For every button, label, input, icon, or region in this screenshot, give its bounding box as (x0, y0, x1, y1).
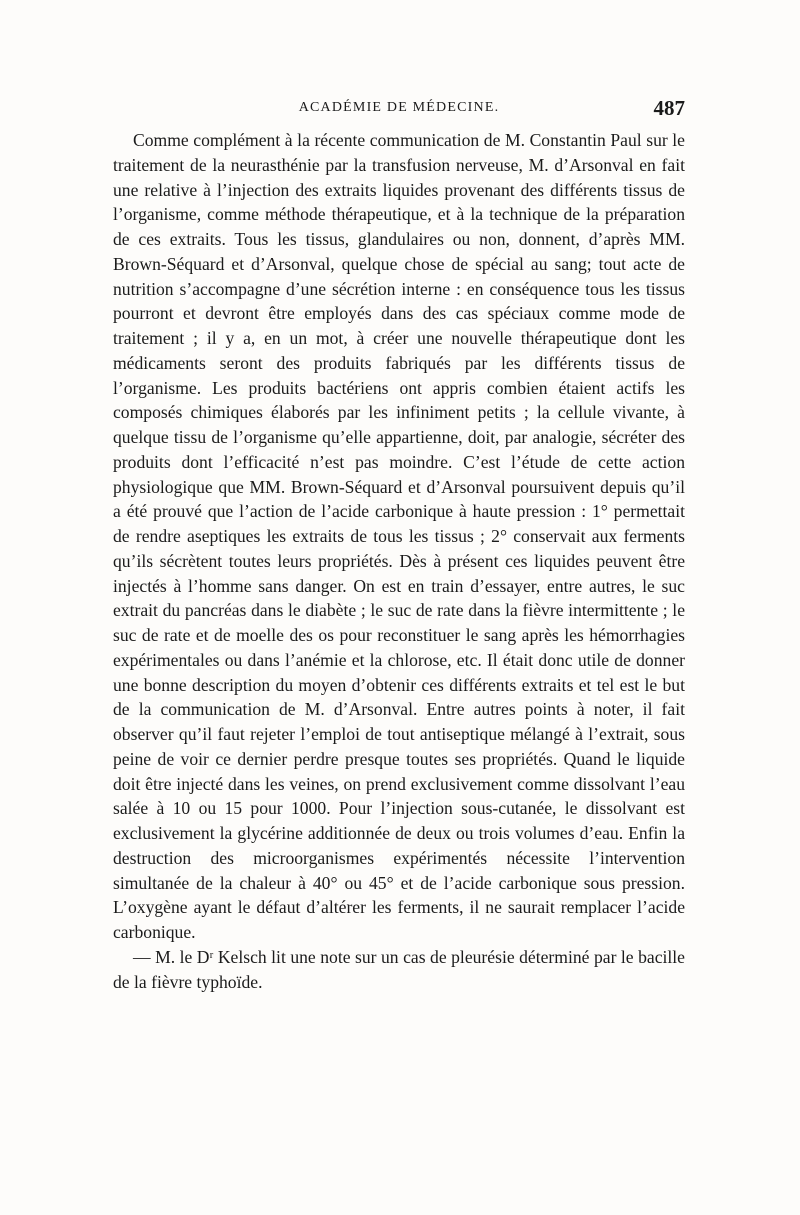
body-text (113, 128, 685, 994)
page-number: 487 (653, 96, 685, 120)
running-title: ACADÉMIE DE MÉDECINE. (298, 100, 500, 115)
paragraph-kelsch-note: — M. le Dʳ Kelsch lit une note sur un cas de pleurésie déterminé par le bacille de la fièvre typhoïde. (113, 946, 685, 992)
page-header (113, 96, 685, 124)
paragraph-darsonval-communication: Comme complément à la récente communication de M. Constantin Paul sur le traitement de la neurasthénie par la transfusion nerveuse, M. d’Arsonval en fait une relative à l’injection des extraits liquides provenant des différents tissus de l’organisme, comme méthode thérapeutique, et à la technique de la préparation de ces extraits. Tous les tissus, glandulaires ou non, donnent, d’après MM. Brown-Séquard et d’Arsonval, quelque chose de spécial au sang; tout acte de nutrition s’accompagne d’une sécrétion interne : en conséquence tous les tissus pourront et devront être employés dans des cas spéciaux comme mode de traitement ; il y a, en un mot, à créer une nouvelle thérapeutique dont les médicaments seront des produits fabriqués par les différents tissus de l’organisme. Les produits bactériens ont appris combien étaient actifs les composés chimiques élaborés par les infiniment petits ; la cellule vivante, à quelque tissu de l’organisme qu’elle appartienne, doit, par analogie, sécréter des produits dont l’efficacité n’est pas moindre. C’est l’étude de cette action physiologique que MM. Brown-Séquard et d’Arsonval poursuivent depuis qu’il a été prouvé que l’action de l’acide carbonique à haute pression : 1° permettait de rendre aseptiques les extraits de tous les tissus ; 2° conservait aux ferments qu’ils sécrètent toutes leurs propriétés. Dès à présent ces liquides peuvent être injectés à l’homme sans danger. On est en train d’essayer, entre autres, le suc extrait du pancréas dans le diabète ; le suc de rate dans la fièvre intermittente ; le suc de rate et de moelle des os pour reconstituer le sang après les hémorrhagies expérimentales ou dans l’anémie et la chlorose, etc. Il était donc utile de donner une bonne description du moyen d’obtenir ces différents extraits et tel est le but de la communication de M. d’Arsonval. Entre autres points à noter, il fait observer qu’il faut rejeter l’emploi de tout antiseptique mélangé à l’extrait, sous peine de voir ce dernier perdre presque toutes ses propriétés. Quand le liquide doit être injecté dans les veines, on prend exclusivement comme dissolvant l’eau salée à 10 ou 15 pour 1000. Pour l’injection sous-cutanée, le dissolvant est exclusivement la glycérine additionnée de deux ou trois volumes d’eau. Enfin la destruction des microorganismes expérimentés nécessite l’intervention simultanée de la chaleur à 40° ou 45° et de l’acide carbonique sous pression. L’oxygène ayant le défaut d’altérer les ferments, il ne saurait remplacer l’acide carbonique. (113, 130, 685, 942)
